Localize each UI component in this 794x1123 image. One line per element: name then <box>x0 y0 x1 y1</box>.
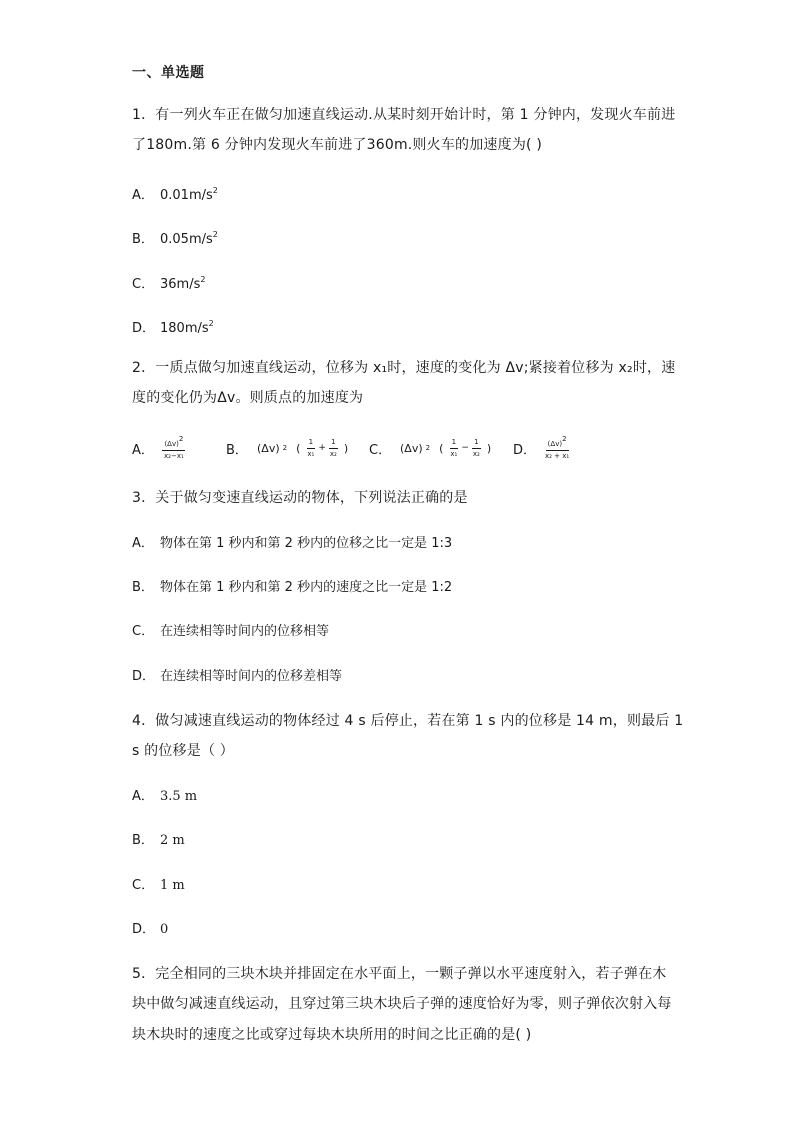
option-text: 0 <box>160 922 169 937</box>
q4-option-a <box>132 788 197 806</box>
option-value: 180m/s <box>160 321 209 336</box>
option-exponent: 2 <box>212 230 218 239</box>
option-value: 0.01m/s <box>160 188 213 203</box>
option-letter: C． <box>132 277 155 292</box>
fraction-denominator: x₁ <box>307 449 315 458</box>
option-letter: A． <box>132 789 154 804</box>
q2-option-c <box>369 430 494 466</box>
q4-stem-line1: 4．做匀减速直线运动的物体经过 4 s 后停止，若在第 1 s 内的位移是 14 m，则最后 1 <box>132 713 684 729</box>
option-text: 1 m <box>160 878 185 893</box>
option-text: 物体在第 1 秒内和第 2 秒内的位移之比一定是 1:3 <box>160 536 453 551</box>
q5-stem-line2: 块中做匀减速直线运动，且穿过第三块木块后子弹的速度恰好为零，则子弹依次射入每 <box>132 996 672 1012</box>
option-letter: D． <box>132 669 156 684</box>
q4-stem-line2: s 的位移是（ ） <box>132 743 234 759</box>
numerator-exponent: 2 <box>562 435 567 443</box>
fraction-numerator <box>162 435 185 451</box>
q3-option-b <box>132 579 452 597</box>
q2-stem-line2: 度的变化仍为Δv。则质点的加速度为 <box>132 390 364 406</box>
prefactor: (Δv) <box>257 441 280 455</box>
q5-stem-line3: 块木块时的速度之比或穿过每块木块所用的时间之比正确的是( ) <box>132 1027 532 1043</box>
option-text: 物体在第 1 秒内和第 2 秒内的速度之比一定是 1:2 <box>160 580 453 595</box>
q3-option-c <box>132 623 329 641</box>
fraction-denominator: x₂ <box>472 449 480 458</box>
option-letter: B． <box>132 833 154 848</box>
fraction-1 <box>448 438 459 459</box>
q2-option-a <box>132 430 188 466</box>
q2-stem-line1: 2．一质点做匀加速直线运动，位移为 x₁时，速度的变化为 Δv;紧接着位移为 x₂时，速 <box>132 360 676 376</box>
numerator-exponent: 2 <box>178 435 184 443</box>
fraction-numerator: 1 <box>450 438 458 449</box>
fraction <box>162 435 186 461</box>
q3-stem-line1: 3．关于做匀变速直线运动的物体，下列说法正确的是 <box>132 490 468 506</box>
numerator-text: (Δv) <box>164 440 179 448</box>
fraction-denominator: x₂ + x₁ <box>545 452 570 460</box>
fraction-denominator: x₂ <box>329 449 337 458</box>
fraction-2 <box>328 438 339 459</box>
fraction-numerator <box>546 435 569 451</box>
option-letter: C． <box>132 624 155 639</box>
fraction-numerator: 1 <box>329 438 337 449</box>
fraction-denominator: x₂−x₁ <box>164 452 184 460</box>
q1-option-c <box>132 271 205 294</box>
fraction-2 <box>471 438 482 459</box>
q2-option-d <box>513 430 573 466</box>
option-exponent: 2 <box>208 319 214 328</box>
fraction-numerator: 1 <box>472 438 480 449</box>
option-letter: A． <box>132 188 154 203</box>
option-letter: B． <box>132 580 154 595</box>
q4-option-c <box>132 877 185 895</box>
option-value: 36m/s <box>160 277 201 292</box>
option-text: 在连续相等时间内的位移差相等 <box>160 669 343 684</box>
q5-stem-line1: 5．完全相同的三块木块并排固定在水平面上，一颗子弹以水平速度射入，若子弹在木 <box>132 966 667 982</box>
q1-option-a <box>132 182 218 205</box>
q1-stem-line1: 1．有一列火车正在做匀加速直线运动.从某时刻开始计时，第 1 分钟内，发现火车前进 <box>132 107 676 123</box>
option-value: 0.05m/s <box>160 232 213 247</box>
paren-close: ) <box>343 441 349 455</box>
prefactor: (Δv) <box>400 441 423 455</box>
option-letter: B． <box>132 232 154 247</box>
fraction-numerator: 1 <box>307 438 315 449</box>
option-text: 3.5 m <box>160 789 198 804</box>
paren-close: ) <box>486 441 492 455</box>
option-letter: A． <box>132 536 154 551</box>
prefactor-exponent: 2 <box>282 444 288 452</box>
q4-option-d <box>132 921 168 939</box>
option-letter: D． <box>132 922 156 937</box>
paren-open: ( <box>296 441 301 455</box>
option-letter: B． <box>226 442 248 458</box>
q1-option-d <box>132 315 214 338</box>
option-letter: D． <box>513 442 537 458</box>
q1-stem-line2: 了180m.第 6 分钟内发现火车前进了360m.则火车的加速度为( ) <box>132 137 542 153</box>
q2-options-row <box>132 430 672 466</box>
fraction-1 <box>305 438 316 459</box>
q4-option-b <box>132 832 185 850</box>
option-letter: C． <box>369 442 392 458</box>
prefactor-exponent: 2 <box>425 444 431 452</box>
option-letter: C． <box>132 878 155 893</box>
option-exponent: 2 <box>212 186 218 195</box>
q1-option-b <box>132 226 218 249</box>
q3-option-a <box>132 535 452 553</box>
q3-option-d <box>132 668 342 686</box>
option-letter: A． <box>132 442 154 458</box>
numerator-text: (Δv) <box>547 440 563 448</box>
fraction <box>543 435 571 461</box>
option-text: 在连续相等时间内的位移相等 <box>160 624 330 639</box>
operator: + <box>318 443 326 453</box>
option-letter: D． <box>132 321 156 336</box>
paren-open: ( <box>439 441 444 455</box>
option-exponent: 2 <box>200 275 206 284</box>
operator: − <box>461 443 469 453</box>
section-title: 一、单选题 <box>132 65 205 81</box>
q2-option-b <box>226 430 351 466</box>
fraction-denominator: x₁ <box>450 449 458 458</box>
option-text: 2 m <box>160 833 185 848</box>
